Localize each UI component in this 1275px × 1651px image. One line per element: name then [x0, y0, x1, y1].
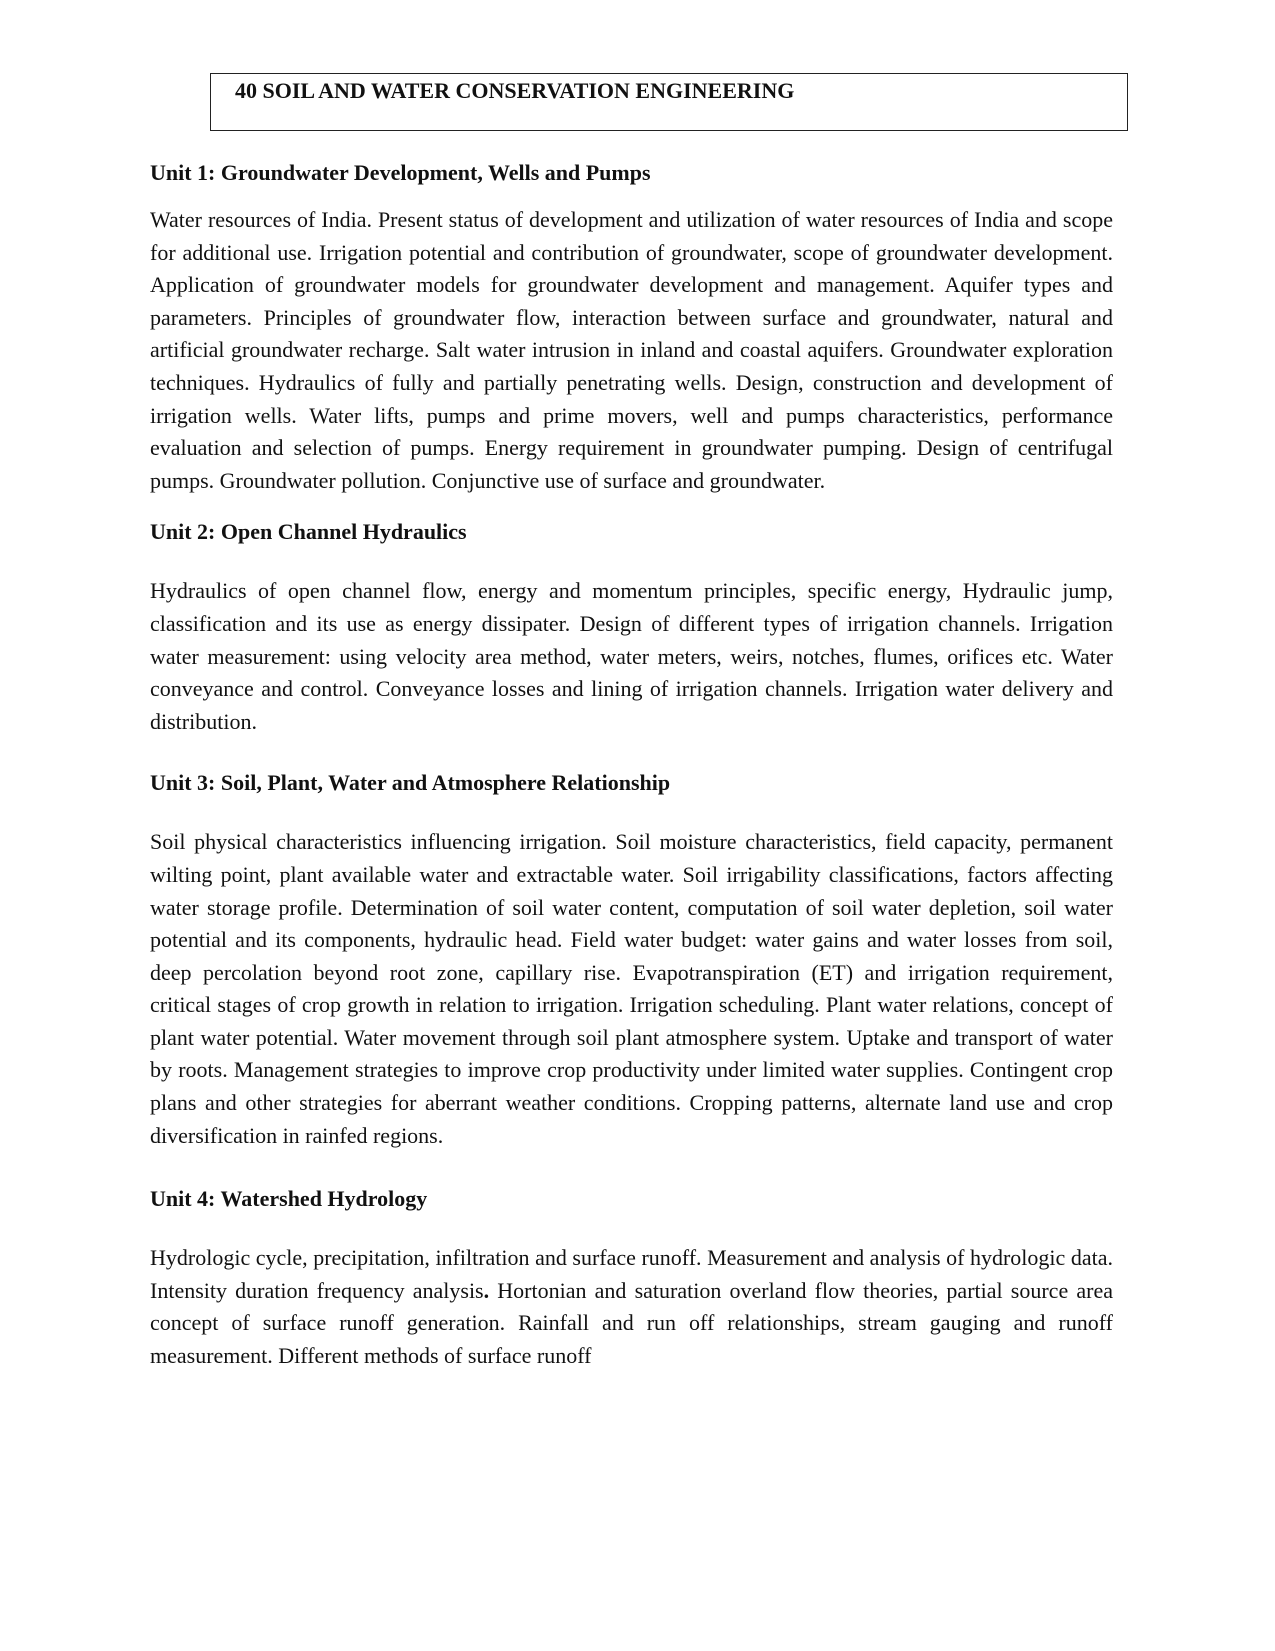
document-content [150, 158, 1113, 1373]
unit-2-heading: Unit 2: Open Channel Hydraulics [150, 519, 467, 545]
unit-2-body: Hydraulics of open channel flow, energy and momentum principles, specific energy, Hydraulic jump, classification and its use as energy dissipater. Design of different types of irrigation channels. Irrigation water measurement: using velocity area method, water meters, weirs, notches, flumes, orifices etc. Water conveyance and control. Conveyance losses and lining of irrigation channels. Irrigation water delivery and distribution. [150, 578, 1113, 734]
unit-4-body-part-1: Hydrologic cycle, precipitation, infiltration and surface runoff. Measurement and analysis of hydrologic data. Intensity duration frequency analysis [150, 1245, 1113, 1303]
unit-3-heading: Unit 3: Soil, Plant, Water and Atmosphere Relationship [150, 770, 671, 796]
unit-3-body: Soil physical characteristics influencing irrigation. Soil moisture characteristics, field capacity, permanent wilting point, plant available water and extractable water. Soil irrigability classifications, factors affecting water storage profile. Determination of soil water content, computation of soil water depletion, soil water potential and its components, hydraulic head. Field water budget: water gains and water losses from soil, deep percolation beyond root zone, capillary rise. Evapotranspiration (ET) and irrigation requirement, critical stages of crop growth in relation to irrigation. Irrigation scheduling. Plant water relations, concept of plant water potential. Water movement through soil plant atmosphere system. Uptake and transport of water by roots. Management strategies to improve crop productivity under limited water supplies. Contingent crop plans and other strategies for aberrant weather conditions. Cropping patterns, alternate land use and crop diversification in rainfed regions. [150, 829, 1113, 1148]
document-title: 40 SOIL AND WATER CONSERVATION ENGINEERING [235, 78, 795, 103]
unit-1-heading: Unit 1: Groundwater Development, Wells and Pumps [150, 160, 651, 185]
unit-4-body-bold-period: . [483, 1277, 490, 1303]
unit-1-body: Water resources of India. Present status of development and utilization of water resources of India and scope for additional use. Irrigation potential and contribution of groundwater, scope of groundwater development. Application of groundwater models for groundwater development and management. Aquifer types and parameters. Principles of groundwater flow, interaction between surface and groundwater, natural and artificial groundwater recharge. Salt water intrusion in inland and coastal aquifers. Groundwater exploration techniques. Hydraulics of fully and partially penetrating wells. Design, construction and development of irrigation wells. Water lifts, pumps and prime movers, well and pumps characteristics, performance evaluation and selection of pumps. Energy requirement in groundwater pumping. Design of centrifugal pumps. Groundwater pollution. Conjunctive use of surface and groundwater. [150, 207, 1113, 493]
unit-4-heading: Unit 4: Watershed Hydrology [150, 1186, 428, 1212]
unit-4-body [150, 1242, 1113, 1372]
unit-4-body-part-2: Hortonian and saturation overland flow theories, partial source area concept of surface runoff generation. Rainfall and run off relationships, stream gauging and runoff measurement. Different methods of surface runoff [150, 1277, 1113, 1369]
document-title-box [210, 73, 1128, 131]
